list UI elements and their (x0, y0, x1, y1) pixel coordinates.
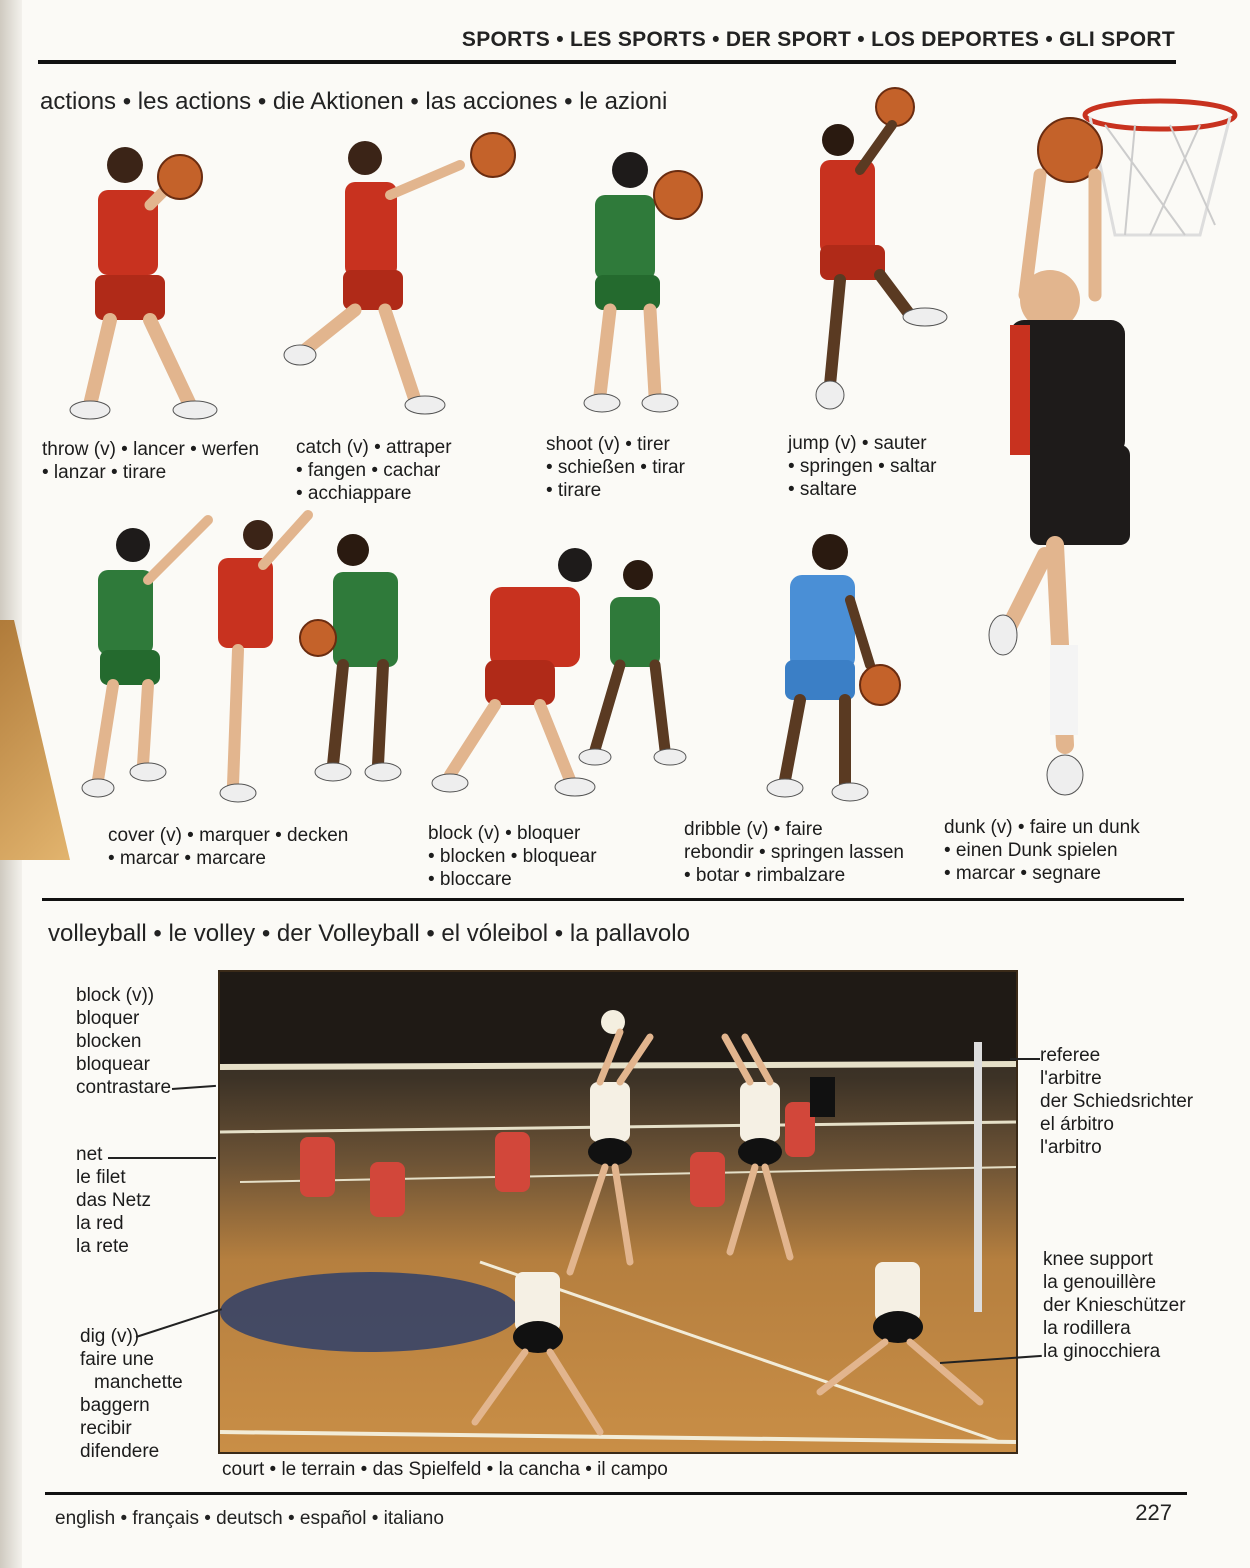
dunk-caption-line-1: dunk (v) • faire un dunk (944, 817, 1140, 838)
block-label-line-4: bloquear (76, 1054, 150, 1075)
net-label-line-2: le filet (76, 1167, 126, 1188)
volleyball-section-title: volleyball • le volley • der Volleyball • el vóleibol • la pallavolo (48, 920, 690, 947)
footer-languages: english • français • deutsch • español • italiano (55, 1508, 444, 1529)
footer-rule (45, 1492, 1187, 1495)
dribble-caption (684, 818, 904, 887)
net-label (76, 1143, 151, 1258)
block-label-line-5: contrastare (76, 1077, 172, 1098)
dribble-caption-line-2: rebondir • springen lassen (684, 842, 905, 863)
actions-section-title: actions • les actions • die Aktionen • las acciones • le azioni (40, 88, 668, 115)
block-label-line-2: bloquer (76, 1008, 140, 1029)
knee-support-label (1043, 1248, 1186, 1363)
catch-caption-line-2: • fangen • cachar (296, 460, 441, 481)
referee-label-line-1: referee (1040, 1045, 1101, 1066)
throw-player-figure (50, 135, 220, 425)
throw-caption-line-1: throw (v) • lancer • werfen (42, 439, 260, 460)
dig-label-line-4: baggern (80, 1395, 150, 1416)
referee-label-line-3: der Schiedsrichter (1040, 1091, 1194, 1112)
knee-support-label-line-3: der Knieschützer (1043, 1295, 1186, 1316)
jump-caption-line-2: • springen • saltar (788, 456, 937, 477)
knee-support-label-line-1: knee support (1043, 1249, 1153, 1270)
catch-caption-line-3: • acchiappare (296, 483, 412, 504)
jump-caption-line-1: jump (v) • sauter (788, 433, 927, 454)
dribble-caption-line-3: • botar • rimbalzare (684, 865, 846, 886)
page-number: 227 (1135, 1500, 1172, 1525)
catch-caption (296, 436, 452, 505)
block-caption-line-1: block (v) • bloquer (428, 823, 581, 844)
dig-label-line-5: recibir (80, 1418, 132, 1439)
dribble-player-figure (765, 530, 905, 810)
cover-caption (108, 824, 348, 870)
cover-caption-line-2: • marcar • marcare (108, 848, 266, 869)
edge-tab-marker (0, 620, 70, 860)
referee-label-line-2: l'arbitre (1040, 1068, 1102, 1089)
shoot-player-figure (560, 145, 710, 425)
catch-caption-line-1: catch (v) • attraper (296, 437, 452, 458)
jump-caption (788, 432, 936, 501)
knee-support-label-line-5: la ginocchiera (1043, 1341, 1161, 1362)
cover-caption-line-1: cover (v) • marquer • decken (108, 825, 349, 846)
net-label-line-3: das Netz (76, 1190, 151, 1211)
shoot-caption-line-3: • tirare (546, 480, 602, 501)
page-header-title: SPORTS • LES SPORTS • DER SPORT • LOS DEPORTES • GLI SPORT (461, 28, 1175, 51)
net-leader-line (108, 1157, 216, 1159)
block-label-line-1: block (v)) (76, 985, 155, 1006)
dunk-caption-line-3: • marcar • segnare (944, 863, 1101, 884)
block-caption (428, 822, 597, 891)
block-caption-line-2: • blocken • bloquear (428, 846, 597, 867)
dunk-caption-line-2: • einen Dunk spielen (944, 840, 1118, 861)
block-caption-line-3: • bloccare (428, 869, 512, 890)
referee-label (1040, 1044, 1193, 1159)
volleyball-court-photo (218, 970, 1018, 1454)
shoot-caption-line-2: • schießen • tirar (546, 457, 685, 478)
dunk-player-figure (985, 85, 1245, 805)
dig-label-line-6: difendere (80, 1441, 160, 1462)
jump-caption-line-3: • saltare (788, 479, 857, 500)
section-divider-rule (42, 898, 1184, 901)
block-leader-line (172, 1085, 216, 1090)
dribble-caption-line-1: dribble (v) • faire (684, 819, 823, 840)
block-players-figure (430, 545, 690, 810)
block-label-line-3: blocken (76, 1031, 142, 1052)
dig-label-line-2: faire une (80, 1349, 154, 1370)
knee-support-label-line-4: la rodillera (1043, 1318, 1131, 1339)
shoot-caption (546, 433, 685, 502)
catch-player-figure (285, 130, 525, 425)
throw-caption-line-2: • lanzar • tirare (42, 462, 167, 483)
dig-label (80, 1325, 183, 1463)
referee-leader-line (1010, 1058, 1040, 1060)
dunk-caption (944, 816, 1140, 885)
referee-label-line-4: el árbitro (1040, 1114, 1114, 1135)
referee-label-line-5: l'arbitro (1040, 1137, 1102, 1158)
net-label-line-4: la red (76, 1213, 124, 1234)
knee-support-label-line-2: la genouillère (1043, 1272, 1157, 1293)
net-label-line-5: la rete (76, 1236, 129, 1257)
block-label (76, 984, 171, 1099)
net-label-line-1: net (76, 1144, 103, 1165)
header-rule (38, 60, 1176, 64)
court-caption: court • le terrain • das Spielfeld • la cancha • il campo (222, 1459, 668, 1480)
dig-label-line-3: manchette (94, 1372, 183, 1393)
cover-players-figure (78, 510, 408, 810)
jump-player-figure (800, 85, 960, 420)
shoot-caption-line-1: shoot (v) • tirer (546, 434, 670, 455)
throw-caption (42, 438, 259, 484)
dig-label-line-1: dig (v)) (80, 1326, 140, 1347)
